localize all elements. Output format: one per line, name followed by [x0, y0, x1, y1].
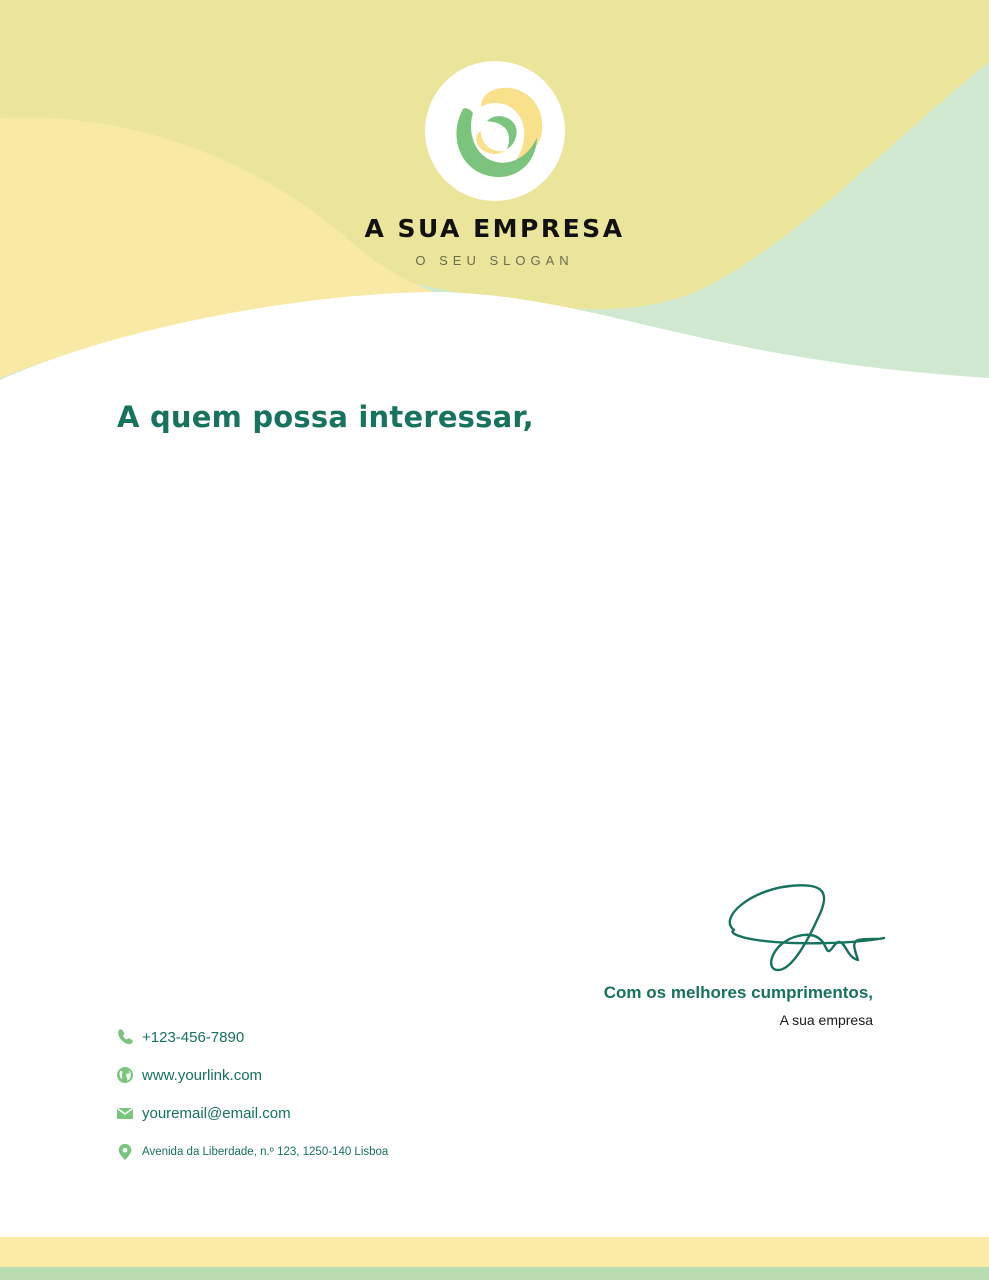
logo-badge: [425, 61, 565, 201]
contact-website: [116, 1066, 262, 1084]
letter-closing: Com os melhores cumprimentos,: [603, 983, 873, 1002]
globe-icon: [116, 1066, 134, 1084]
website-link[interactable]: www.yourlink.com: [142, 1066, 263, 1084]
swirl-logo-icon: [425, 61, 565, 201]
footer-band-green: [0, 1267, 989, 1280]
contact-address: [116, 1143, 388, 1161]
letter-signer: A sua empresa: [779, 1012, 873, 1028]
handwritten-signature: [722, 878, 892, 978]
phone-icon: [116, 1028, 134, 1046]
phone-number[interactable]: +123-456-7890: [142, 1028, 245, 1046]
contact-email: [116, 1104, 291, 1122]
letter-greeting: A quem possa interessar,: [117, 400, 534, 434]
envelope-icon: [116, 1104, 134, 1122]
street-address: Avenida da Liberdade, n.º 123, 1250-140 Lisboa: [142, 1146, 389, 1158]
email-address[interactable]: youremail@email.com: [142, 1104, 291, 1122]
footer-band-yellow: [0, 1237, 989, 1267]
map-pin-icon: [116, 1143, 134, 1161]
company-slogan: O SEU SLOGAN: [415, 253, 574, 268]
contact-phone: [116, 1028, 244, 1046]
company-name: A SUA EMPRESA: [364, 214, 625, 243]
